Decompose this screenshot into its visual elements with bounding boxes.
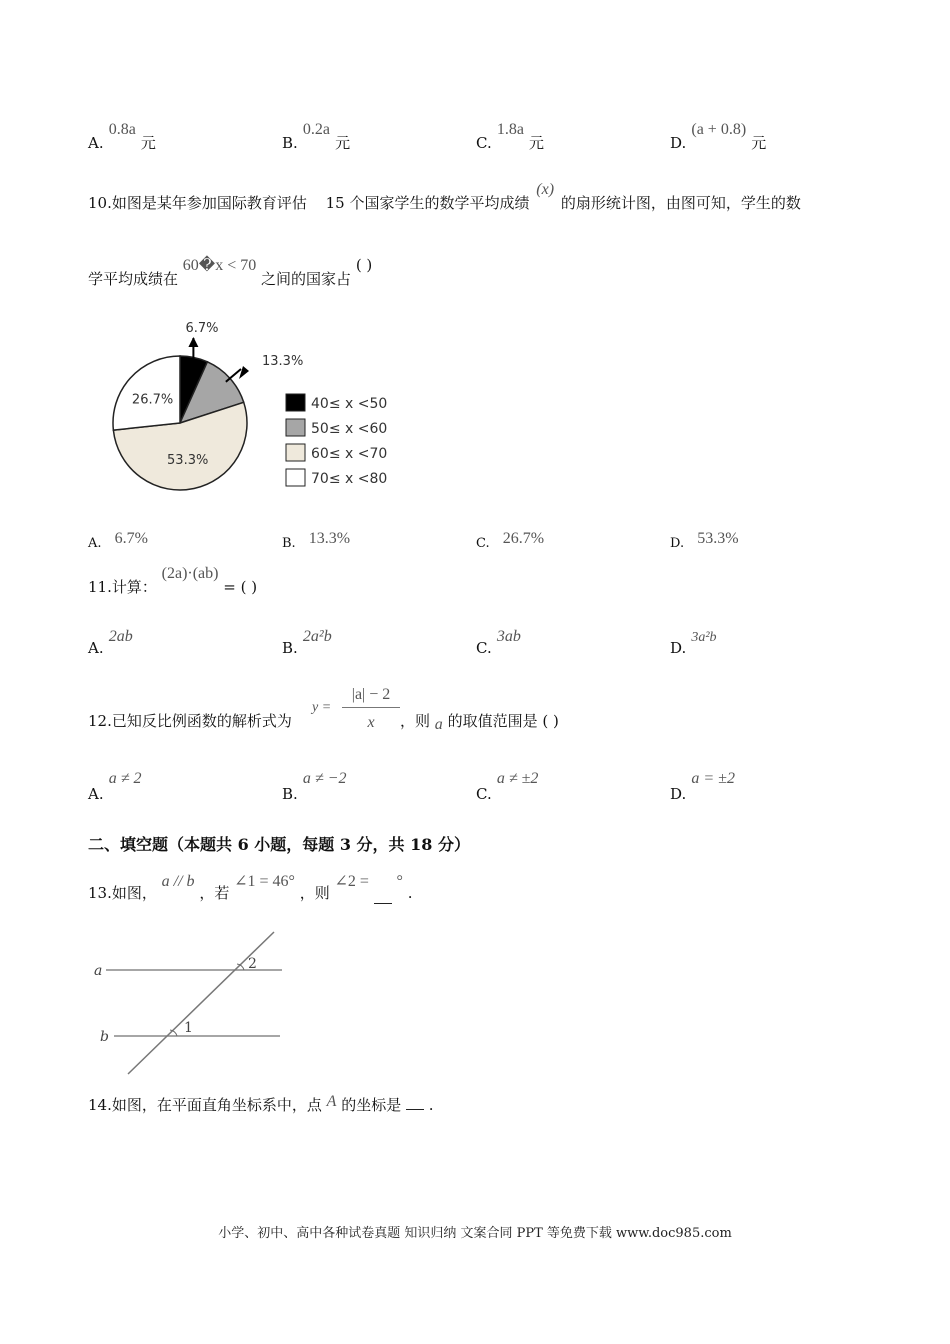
section-heading: 二、填空题（本题共 6 小题，每题 3 分，共 18 分）	[88, 835, 470, 854]
q12-option-a: A. a ≠ 2	[88, 770, 142, 803]
q12-stem-rest: ，则 a 的取值范围是 ( )	[400, 712, 559, 733]
legend-swatch	[286, 444, 305, 461]
fraction-bar	[342, 707, 400, 708]
pie-slice-label: 13.3%	[262, 354, 304, 369]
q10-stem-line2: 学平均成绩在 60�x < 70 之间的国家占 ( )	[88, 256, 373, 288]
label-1: 1	[184, 1020, 193, 1036]
q13-stem: 13.如图， a // b ，若 ∠1 = 46° ，则 ∠2 = ° .	[88, 873, 413, 902]
parallel-lines-figure	[86, 926, 296, 1078]
q11-stem: 11.计算： (2a)·(ab) = ( )	[88, 565, 258, 596]
q12-stem: 12.已知反比例函数的解析式为	[88, 712, 292, 730]
legend-swatch	[286, 394, 305, 411]
q12-numerator: |a| − 2	[351, 686, 391, 703]
q12-option-d: D. a = ±2	[670, 770, 735, 803]
q10-stem-line1: 10.如图是某年参加国际教育评估 15 个国家学生的数学平均成绩 (x) 的扇形统计图，由图可知，学生的数	[88, 181, 801, 212]
legend-label: 70≤ x <80	[311, 471, 388, 487]
legend-label: 40≤ x <50	[311, 396, 388, 412]
pie-slice-label: 53.3%	[167, 453, 209, 469]
pie-slice-label: 6.7%	[185, 321, 219, 336]
page-footer: 小学、初中、高中各种试卷真题 知识归纳 文案合同 PPT 等免费下载 www.doc985.com	[218, 1226, 732, 1241]
q10-option-b: $_{B.}$ 13.3%	[282, 530, 351, 551]
q9-option-c: C. 1.8a 元	[476, 121, 545, 152]
pie-chart	[100, 310, 410, 500]
q9-option-d: D. (a + 0.8) 元	[670, 121, 767, 152]
label-2: 2	[248, 956, 257, 972]
q10-option-a: $_{A.}$ 6.7%	[88, 530, 148, 551]
q11-option-b: B. 2a²b	[282, 628, 332, 657]
arrow-head	[188, 337, 198, 347]
legend-label: 50≤ x <60	[311, 421, 388, 437]
q12-option-b: B. a ≠ −2	[282, 770, 347, 803]
legend-label: 60≤ x <70	[311, 446, 388, 462]
q10-option-c: $_{C.}$ 26.7%	[476, 530, 545, 551]
legend-swatch	[286, 419, 305, 436]
q12-option-c: C. a ≠ ±2	[476, 770, 539, 803]
q14-stem: 14.如图，在平面直角坐标系中，点 A 的坐标是 .	[88, 1093, 434, 1114]
label-a: a	[94, 963, 103, 979]
q9-option-b: B. 0.2a 元	[282, 121, 351, 152]
q12-denominator: x	[367, 714, 375, 731]
q9-option-a: A. 0.8a 元	[88, 121, 156, 152]
arrow-head	[239, 366, 249, 379]
q10-option-d: $_{D.}$ 53.3%	[670, 530, 739, 551]
label-b: b	[100, 1029, 109, 1045]
answer-blank[interactable]	[374, 903, 392, 904]
legend-swatch	[286, 469, 305, 486]
pie-slice-label: 26.7%	[131, 392, 174, 408]
transversal	[128, 932, 274, 1074]
answer-blank[interactable]	[406, 1109, 424, 1110]
q11-option-a: A. 2ab	[88, 628, 133, 657]
q11-option-d: D. 3a²b	[670, 630, 717, 657]
q11-option-c: C. 3ab	[476, 628, 521, 657]
